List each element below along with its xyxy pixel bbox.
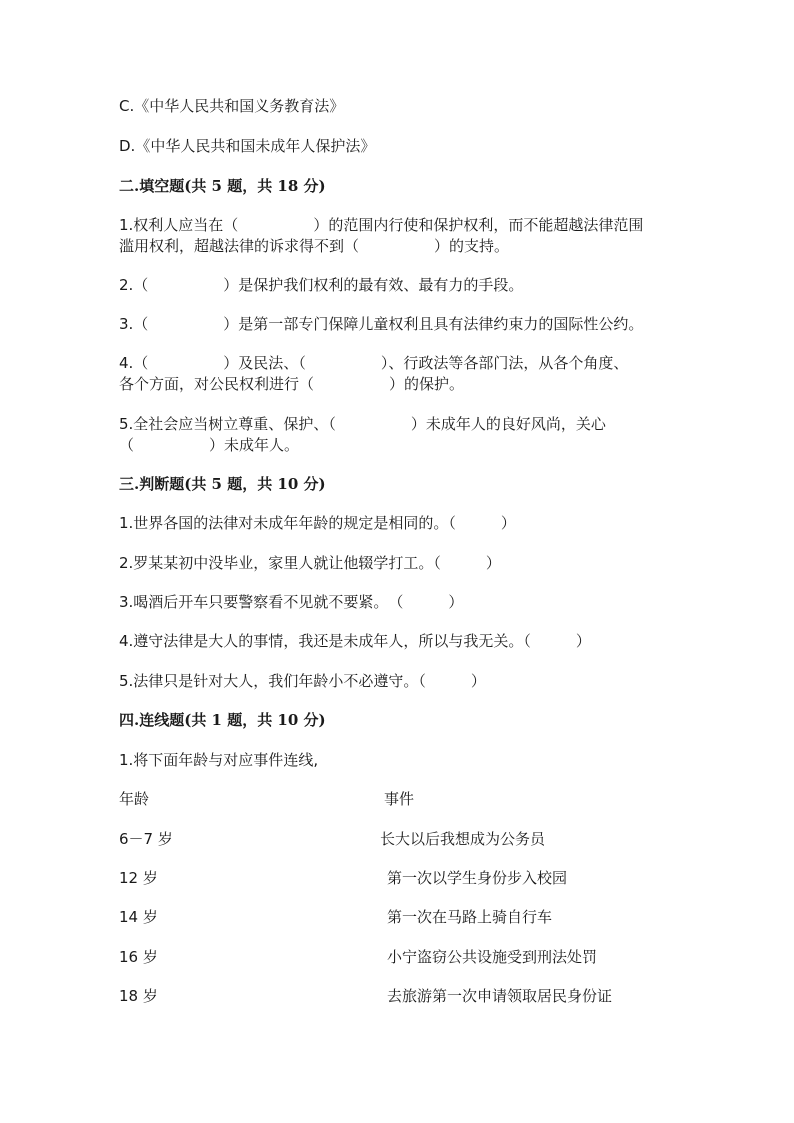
option-d: D.《中华人民共和国未成年人保护法》 [119, 137, 376, 155]
judge-heading: 三.判断题(共 5 题，共 10 分) [119, 475, 326, 493]
fill-blank-q1-line1: 1.权利人应当在（ ）的范围内行使和保护权利，而不能超越法律范围 [119, 216, 644, 234]
match-q1: 1.将下面年龄与对应事件连线, [119, 751, 319, 769]
match-heading: 四.连线题(共 1 题，共 10 分) [119, 711, 326, 729]
fill-blank-q5-line1: 5.全社会应当树立尊重、保护、（ ）未成年人的良好风尚，关心 [119, 415, 606, 433]
match-col-age: 年龄 [119, 790, 150, 808]
fill-blank-q1-line2: 滥用权利，超越法律的诉求得不到（ ）的支持。 [119, 237, 510, 255]
fill-blank-q4-line1: 4.（ ）及民法、（ ）、行政法等各部门法，从各个角度、 [119, 354, 629, 372]
judge-q3: 3.喝酒后开车只要警察看不见就不要紧。 （ ） [119, 593, 464, 611]
match-event-2: 第一次以学生身份步入校园 [387, 869, 568, 887]
fill-blank-q5-line2: （ ）未成年人。 [119, 436, 300, 454]
match-event-3: 第一次在马路上骑自行车 [387, 908, 553, 926]
fill-blank-q3: 3.（ ）是第一部专门保障儿童权利且具有法律约束力的国际性公约。 [119, 315, 644, 333]
option-c: C.《中华人民共和国义务教育法》 [119, 97, 345, 115]
match-col-event: 事件 [384, 790, 415, 808]
match-age-1: 6－7 岁 [119, 830, 173, 848]
judge-q2: 2.罗某某初中没毕业，家里人就让他辍学打工。（ ） [119, 554, 501, 572]
match-age-4: 16 岁 [119, 948, 158, 966]
judge-q1: 1.世界各国的法律对未成年年龄的规定是相同的。（ ） [119, 514, 516, 532]
judge-q5: 5.法律只是针对大人，我们年龄小不必遵守。（ ） [119, 672, 486, 690]
match-age-2: 12 岁 [119, 869, 158, 887]
judge-q4: 4.遵守法律是大人的事情，我还是未成年人，所以与我无关。（ ） [119, 632, 591, 650]
match-event-5: 去旅游第一次申请领取居民身份证 [387, 987, 613, 1005]
fill-blank-q2: 2.（ ）是保护我们权利的最有效、最有力的手段。 [119, 276, 524, 294]
match-event-4: 小宁盗窃公共设施受到刑法处罚 [387, 948, 598, 966]
fill-blank-q4-line2: 各个方面，对公民权利进行（ ）的保护。 [119, 375, 465, 393]
fill-blank-heading: 二.填空题(共 5 题，共 18 分) [119, 177, 326, 195]
match-age-5: 18 岁 [119, 987, 158, 1005]
match-event-1: 长大以后我想成为公务员 [380, 830, 546, 848]
match-age-3: 14 岁 [119, 908, 158, 926]
